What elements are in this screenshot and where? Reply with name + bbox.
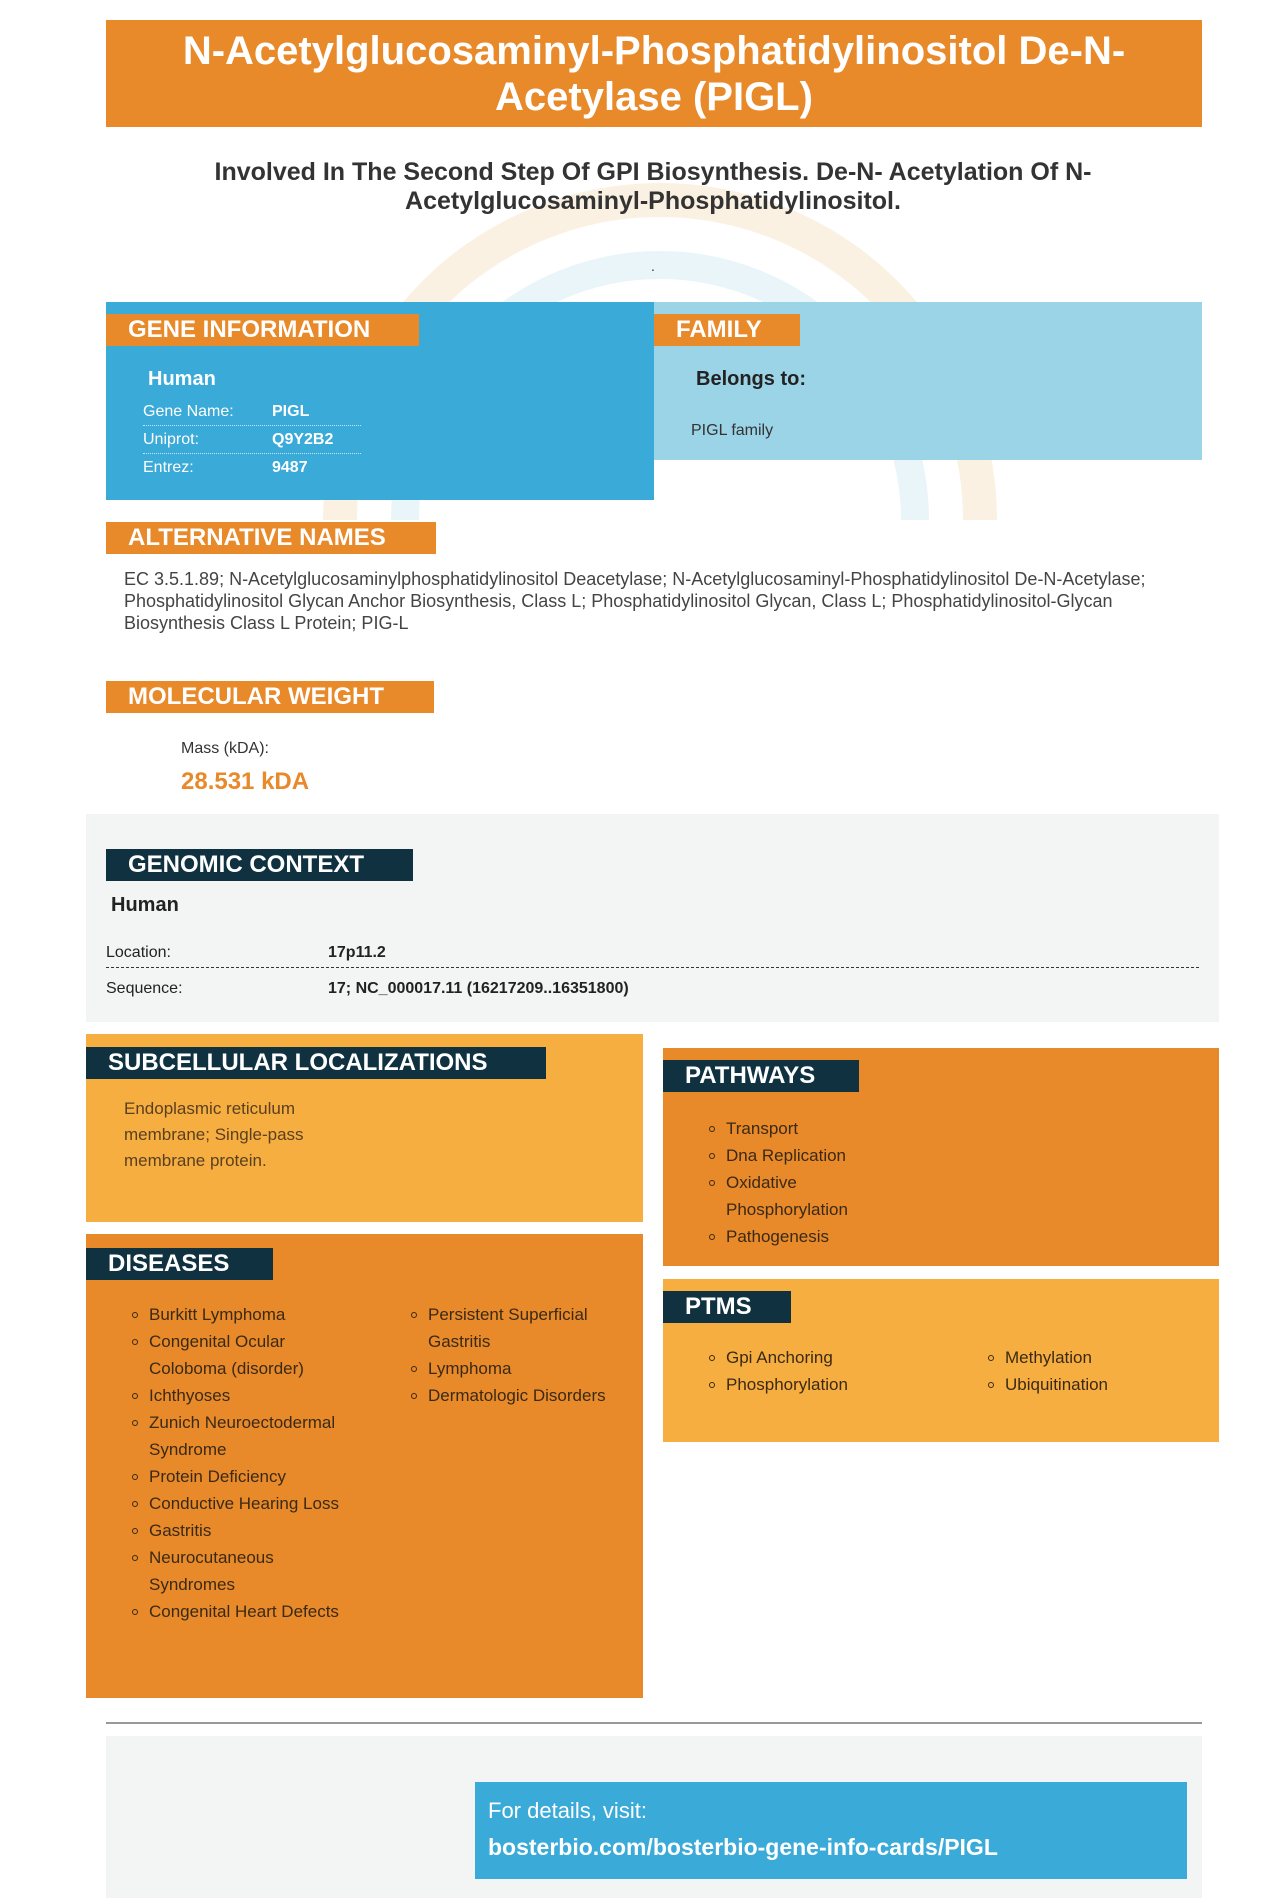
uniprot-value: Q9Y2B2 xyxy=(272,431,334,448)
molecular-weight-heading: MOLECULAR WEIGHT xyxy=(106,681,434,713)
entrez-value: 9487 xyxy=(272,459,308,476)
family-value: PIGL family xyxy=(691,422,774,439)
subcellular-localizations-heading: SUBCELLULAR LOCALIZATIONS xyxy=(86,1047,546,1079)
disease-item: Conductive Hearing Loss xyxy=(129,1490,349,1517)
gene-name-row xyxy=(143,398,361,426)
disease-item: Burkitt Lymphoma xyxy=(129,1301,349,1328)
details-label: For details, visit: xyxy=(488,1798,647,1823)
disease-item: Neurocutaneous Syndromes xyxy=(129,1544,349,1598)
genomic-context-panel xyxy=(86,814,1219,1022)
footer-divider xyxy=(106,1722,1202,1724)
disease-item: Congenital Ocular Coloboma (disorder) xyxy=(129,1328,349,1382)
gene-species: Human xyxy=(148,368,216,390)
family-heading: FAMILY xyxy=(654,314,800,346)
ptm-item: Gpi Anchoring xyxy=(706,1344,926,1371)
location-label: Location: xyxy=(106,944,171,961)
page-title: N-Acetylglucosaminyl-Phosphatidylinositol De-N-Acetylase (PIGL) xyxy=(106,20,1202,127)
disease-item: Ichthyoses xyxy=(129,1382,349,1409)
subtitle-dot: . xyxy=(651,258,655,274)
family-panel xyxy=(654,302,1202,460)
disease-item: Dermatologic Disorders xyxy=(408,1382,628,1409)
mass-label: Mass (kDA): xyxy=(181,740,269,757)
uniprot-row xyxy=(143,426,361,454)
disease-item: Zunich Neuroectodermal Syndrome xyxy=(129,1409,349,1463)
gene-information-heading: GENE INFORMATION xyxy=(106,314,419,346)
pathway-item: Dna Replication xyxy=(706,1142,906,1169)
sequence-row xyxy=(106,970,1199,1004)
ptm-item: Methylation xyxy=(985,1344,1205,1371)
disease-item: Protein Deficiency xyxy=(129,1463,349,1490)
pathway-item: Pathogenesis xyxy=(706,1223,906,1250)
ptms-panel xyxy=(663,1279,1219,1442)
pathway-item: Transport xyxy=(706,1115,906,1142)
pathway-item: Oxidative Phosphorylation xyxy=(706,1169,906,1223)
gene-name-label: Gene Name: xyxy=(143,403,234,420)
ptm-item: Ubiquitination xyxy=(985,1371,1205,1398)
alternative-names-heading: ALTERNATIVE NAMES xyxy=(106,522,436,554)
family-belongs-label: Belongs to: xyxy=(696,368,806,390)
diseases-heading: DISEASES xyxy=(86,1248,273,1280)
alternative-names-text: EC 3.5.1.89; N-Acetylglucosaminylphosphatidylinositol Deacetylase; N-Acetylglucosaminyl-Phosphatidylinositol De-N-Acetylase; Phosphatidylinositol Glycan Anchor Biosynthesis, Class L; Phosphatidylinositol Glycan, Class L; Phosphatidylinositol-Glycan Biosynthesis Class L Protein; PIG-L xyxy=(124,569,1146,633)
disease-item: Lymphoma xyxy=(408,1355,628,1382)
page-subtitle: Involved In The Second Step Of GPI Biosynthesis. De-N- Acetylation Of N-Acetylglucosaminyl-Phosphatidylinositol. xyxy=(214,158,1092,215)
disease-item: Persistent Superficial Gastritis xyxy=(408,1301,628,1355)
ptms-list-col2 xyxy=(985,1344,1205,1398)
sequence-value: 17; NC_000017.11 (16217209..16351800) xyxy=(328,980,629,997)
pathways-heading: PATHWAYS xyxy=(663,1060,859,1092)
entrez-label: Entrez: xyxy=(143,459,194,476)
gene-name-value: PIGL xyxy=(272,403,310,420)
genomic-context-heading: GENOMIC CONTEXT xyxy=(106,849,413,881)
subcellular-text: Endoplasmic reticulum membrane; Single-pass membrane protein. xyxy=(124,1099,304,1170)
diseases-panel xyxy=(86,1234,643,1698)
details-url-link[interactable]: bosterbio.com/bosterbio-gene-info-cards/PIGL xyxy=(488,1834,998,1860)
uniprot-label: Uniprot: xyxy=(143,431,200,448)
entrez-row xyxy=(143,454,361,482)
ptms-list-col1 xyxy=(706,1344,926,1398)
ptms-heading: PTMS xyxy=(663,1291,791,1323)
pathways-panel xyxy=(663,1048,1219,1266)
ptm-item: Phosphorylation xyxy=(706,1371,926,1398)
details-link-card[interactable] xyxy=(475,1782,1187,1879)
diseases-list-col2 xyxy=(408,1301,628,1409)
mass-value: 28.531 kDA xyxy=(181,768,310,795)
subcellular-localizations-panel xyxy=(86,1034,643,1222)
diseases-list-col1 xyxy=(129,1301,349,1625)
disease-item: Gastritis xyxy=(129,1517,349,1544)
sequence-label: Sequence: xyxy=(106,980,183,997)
genomic-species: Human xyxy=(111,894,179,916)
pathways-list xyxy=(706,1115,906,1250)
disease-item: Congenital Heart Defects xyxy=(129,1598,349,1625)
location-row xyxy=(106,934,1199,968)
location-value: 17p11.2 xyxy=(328,944,386,961)
gene-information-panel xyxy=(106,302,654,500)
